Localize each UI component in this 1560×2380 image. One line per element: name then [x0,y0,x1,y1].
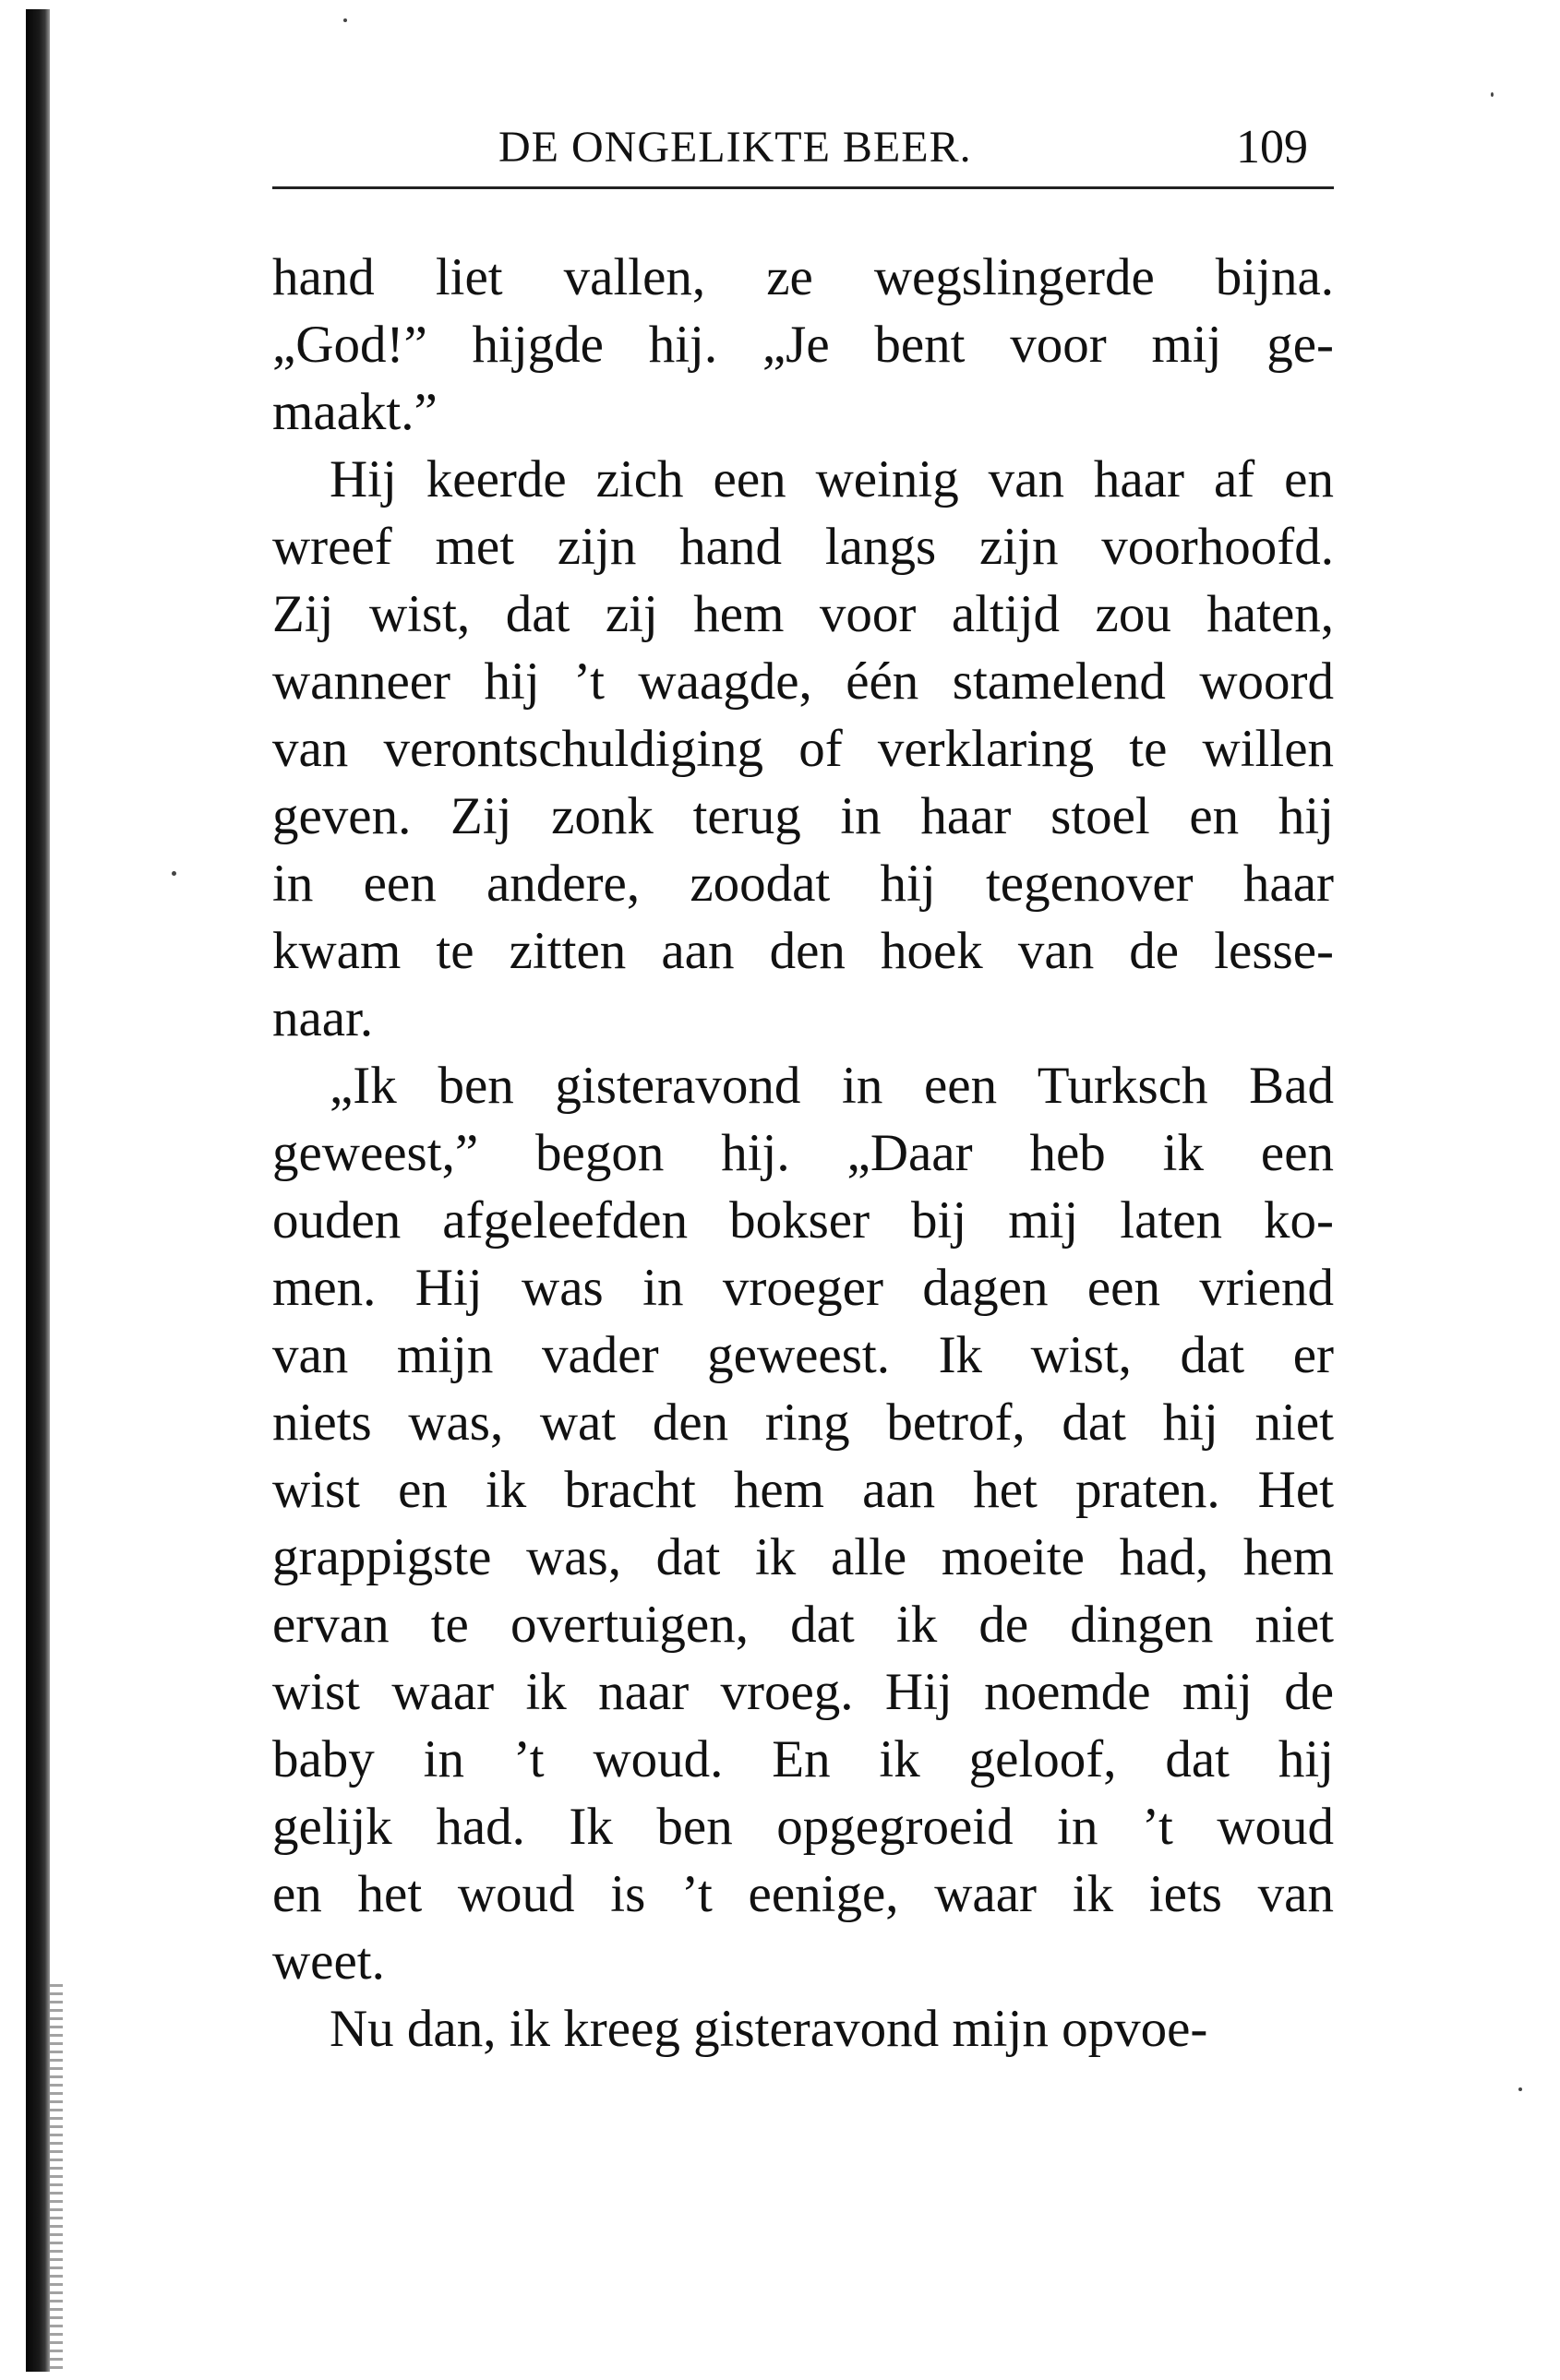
text-line: niets was, wat den ring betrof, dat hij niet [272,1393,1334,1452]
text-line: naar. [272,989,374,1047]
text-line: en het woud is ’t eenige, waar ik iets van [272,1865,1334,1923]
text-line: geven. Zij zonk terug in haar stoel en hij [272,787,1334,845]
text-line: geweest,” begon hij. „Daar heb ik een [272,1124,1334,1182]
text-line: „God!” hijgde hij. „Je bent voor mij ge- [272,316,1334,374]
text-line: in een andere, zoodat hij tegenover haar [272,855,1334,913]
body-text [272,244,1334,2063]
page-number: 109 [1236,121,1308,173]
text-line: baby in ’t woud. En ik geloof, dat hij [272,1730,1334,1788]
text-line: weet. [272,1932,385,1991]
text-line: Zij wist, dat zij hem voor altijd zou haten, [272,585,1334,643]
text-line: wist waar ik naar vroeg. Hij noemde mij de [272,1663,1334,1721]
scan-speck [1491,92,1494,97]
text-line: kwam te zitten aan den hoek van de lesse- [272,922,1334,980]
text-line: wist en ik bracht hem aan het praten. Het [272,1461,1334,1519]
text-line: men. Hij was in vroeger dagen een vriend [272,1259,1334,1317]
text-line: wreef met zijn hand langs zijn voorhoofd. [272,518,1334,576]
text-line: Hij keerde zich een weinig van haar af en [330,450,1334,508]
page-header [272,116,1334,189]
text-line: „Ik ben gisteravond in een Turksch Bad [330,1057,1334,1115]
scan-speck [172,871,176,876]
text-line: grappigste was, dat ik alle moeite had, hem [272,1528,1334,1586]
text-line: Nu dan, ik kreeg gisteravond mijn opvoe- [330,2000,1208,2058]
text-line: van verontschuldiging of verklaring te willen [272,720,1334,778]
binding-fray-texture [50,1984,63,2372]
text-line: van mijn vader geweest. Ik wist, dat er [272,1326,1334,1384]
text-line: ervan te overtuigen, dat ik de dingen niet [272,1596,1334,1654]
book-binding-edge [26,9,50,2372]
text-line: maakt.” [272,383,438,441]
scan-speck [1518,2087,1522,2091]
scan-speck [343,18,347,22]
text-line: gelijk had. Ik ben opgegroeid in ’t woud [272,1798,1334,1856]
text-line: hand liet vallen, ze wegslingerde bijna. [272,248,1334,306]
running-title: DE ONGELIKTE BEER. [498,123,972,172]
text-line: ouden afgeleefden bokser bij mij laten ko- [272,1191,1334,1250]
text-line: wanneer hij ’t waagde, één stamelend woord [272,652,1334,711]
